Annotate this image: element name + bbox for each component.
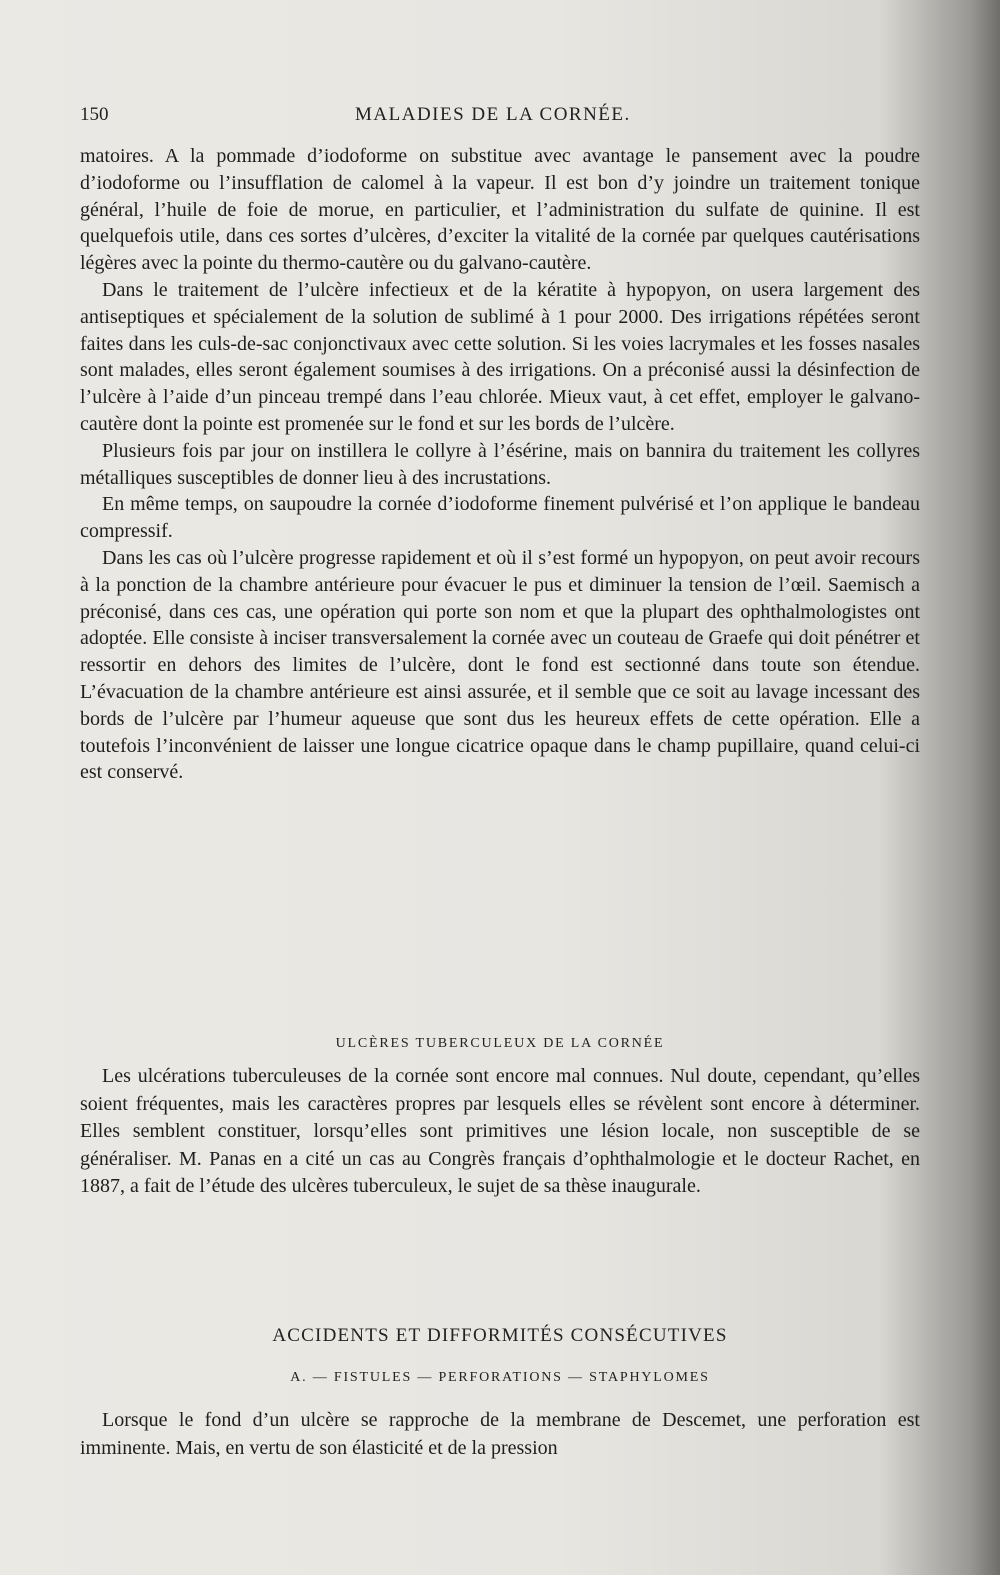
tuberculeux-text (80, 1063, 920, 1201)
paragraph: Dans les cas où l’ulcère progresse rapidement et où il s’est formé un hypopyon, on peut avoir recours à la ponction de la chambre antérieure pour évacuer le pus et diminuer la tension de l’œil. Saemisch a préconisé, dans ces cas, une opération qui porte son nom et que la plupart des ophthalmologistes ont adoptée. Elle consiste à inciser transversalement la cornée avec un couteau de Graefe qui doit pénétrer et ressortir en dehors des limites de l’ulcère, dont le fond est sectionné dans toute son étendue. L’évacuation de la chambre antérieure est ainsi assurée, et il semble que ce soit au lavage incessant des bords de l’ulcère par l’humeur aqueuse que sont dus les heureux effets de cette opération. Elle a toutefois l’inconvénient de laisser une longue cicatrice opaque dans le champ pupillaire, quand celui-ci est conservé. (80, 546, 920, 784)
paragraph: Dans le traitement de l’ulcère infectieux et de la kératite à hypopyon, on usera largement des antiseptiques et spécialement de la solution de sublimé à 1 pour 2000. Des irrigations répétées seront faites dans les culs-de-sac conjonctivaux avec cette solution. Si les voies lacrymales et les fosses nasales sont malades, elles seront également soumises à des irrigations. On a préconisé aussi la désinfection de l’ulcère à l’aide d’un pinceau trempé dans l’eau chlorée. Mieux vaut, à cet effet, employer le galvano-cautère dont la pointe est promenée sur le fond et sur les bords de l’ulcère. (80, 278, 920, 435)
section-heading-tuberculeux: ULCÈRES TUBERCULEUX DE LA CORNÉE (335, 1036, 665, 1051)
paragraph: Lorsque le fond d’un ulcère se rapproche de la membrane de Descemet, une perforation est imminente. Mais, en vertu de son élasticité et de la pression (80, 1409, 920, 1459)
running-title: MALADIES DE LA CORNÉE. (355, 104, 631, 125)
paragraph: En même temps, on saupoudre la cornée d’iodoforme finement pulvérisé et l’on applique le bandeau compressif. (80, 493, 920, 543)
paragraph: Les ulcérations tuberculeuses de la cornée sont encore mal connues. Nul doute, cependant, qu’elles soient fréquentes, mais les caractères propres par lesquels elles se révèlent sont encore à déterminer. Elles semblent constituer, lorsqu’elles sont primitives une lésion locale, non susceptible de se généraliser. M. Panas en a cité un cas au Congrès français d’ophthalmologie et le docteur Rachet, en 1887, a fait de l’étude des ulcères tuberculeux, le sujet de sa thèse inaugurale. (80, 1065, 920, 1197)
page-header (80, 104, 920, 134)
treatment-text (80, 143, 920, 786)
paragraph: Plusieurs fois par jour on instillera le collyre à l’ésérine, mais on bannira du traitement les collyres métalliques susceptibles de donner lieu à des incrustations. (80, 439, 920, 489)
subsection-heading-fistules: A. — FISTULES — PERFORATIONS — STAPHYLOMES (290, 1370, 710, 1385)
page-number: 150 (80, 104, 109, 125)
accidents-text (80, 1406, 920, 1462)
paragraph: matoires. A la pommade d’iodoforme on substitue avec avantage le pansement avec la poudre d’iodoforme ou l’insufflation de calomel à la vapeur. Il est bon d’y joindre un traitement tonique général, l’huile de foie de morue, en particulier, et l’administration du sulfate de quinine. Il est quelquefois utile, dans ces sortes d’ulcères, d’exciter la vitalité de la cornée par quelques cautérisations légères avec la pointe du thermo-cautère ou du galvano-cautère. (80, 145, 920, 275)
section-heading-accidents: ACCIDENTS ET DIFFORMITÉS CONSÉCUTIVES (272, 1325, 728, 1346)
